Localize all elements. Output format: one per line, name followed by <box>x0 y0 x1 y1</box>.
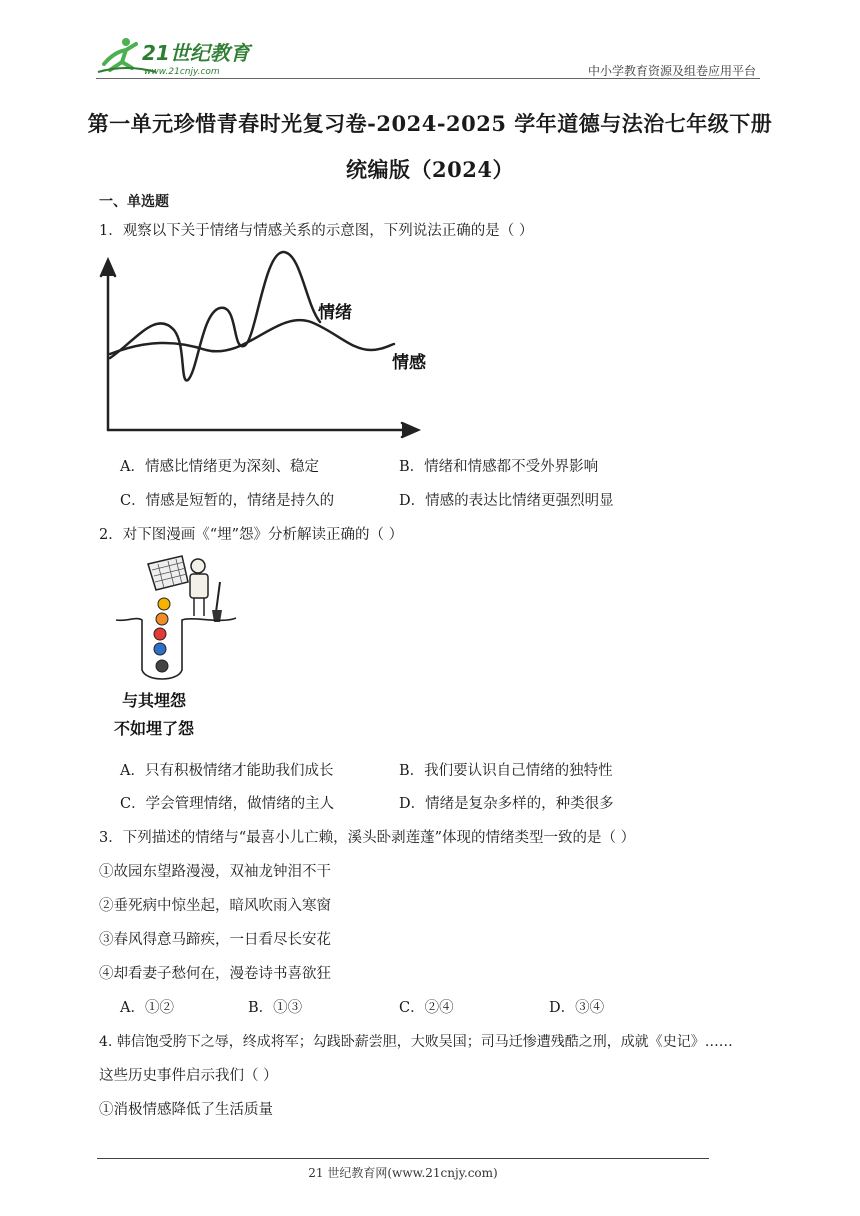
header-divider <box>96 78 760 79</box>
question-1-stem: 1．观察以下关于情绪与情感关系的示意图，下列说法正确的是（ ） <box>99 223 534 239</box>
feeling-label: 情感 <box>392 353 426 373</box>
q3-item-1: ①故园东望路漫漫，双袖龙钟泪不干 <box>99 864 331 880</box>
q2-option-d[interactable]: D．情绪是复杂多样的，种类很多 <box>399 796 614 812</box>
shovel-icon <box>212 582 222 622</box>
q1-option-a[interactable]: A．情感比情绪更为深刻、稳定 <box>120 459 319 475</box>
q3-item-4: ④却看妻子愁何在，漫卷诗书喜欲狂 <box>99 966 331 982</box>
q2-option-a[interactable]: A．只有积极情绪才能助我们成长 <box>120 763 334 779</box>
x-axis-arrow <box>402 423 418 437</box>
question-2-cartoon <box>112 552 252 746</box>
footer-divider <box>97 1158 709 1159</box>
footer-text: 21 世纪教育网(www.21cnjy.com) <box>308 1166 498 1180</box>
question-4-stem-line2: 这些历史事件启示我们（ ） <box>99 1068 278 1084</box>
ball-dark <box>156 660 168 672</box>
emotion-curve <box>110 252 320 380</box>
cartoon-caption-1: 与其埋怨 <box>122 691 187 710</box>
q2-option-c[interactable]: C．学会管理情绪，做情绪的主人 <box>120 796 335 812</box>
y-axis-arrow <box>101 260 115 276</box>
ball-red <box>154 628 166 640</box>
q2-option-b[interactable]: B．我们要认识自己情绪的独特性 <box>399 763 613 779</box>
question-2-stem: 2．对下图漫画《“埋”怨》分析解读正确的（ ） <box>99 527 404 543</box>
question-3-stem: 3．下列描述的情绪与“最喜小儿亡赖，溪头卧剥莲蓬”体现的情绪类型一致的是（ ） <box>99 830 636 846</box>
q3-item-2: ②垂死病中惊坐起，暗风吹雨入寒窗 <box>99 898 331 914</box>
q3-item-3: ③春风得意马蹄疾，一日看尽长安花 <box>99 932 331 948</box>
ball-orange <box>156 613 168 625</box>
page-header <box>96 28 760 80</box>
page-title-line2: 统编版（2024） <box>346 157 514 182</box>
q3-option-b[interactable]: B．①③ <box>248 1000 303 1016</box>
q3-option-d[interactable]: D．③④ <box>549 1000 605 1016</box>
logo <box>96 34 256 78</box>
ball-blue <box>154 643 166 655</box>
ball-yellow <box>158 598 170 610</box>
logo-text: 21世纪教育 <box>142 41 250 65</box>
section-heading: 一、单选题 <box>99 194 169 210</box>
q3-option-c[interactable]: C．②④ <box>399 1000 454 1016</box>
person-icon <box>190 559 208 616</box>
hole <box>116 618 236 679</box>
header-platform-text: 中小学教育资源及组卷应用平台 <box>587 64 756 78</box>
emotion-label: 情绪 <box>318 303 352 323</box>
q1-option-d[interactable]: D．情感的表达比情绪更强烈明显 <box>399 493 614 509</box>
logo-url: www.21cnjy.com <box>144 67 220 77</box>
page-title-line1: 第一单元珍惜青春时光复习卷-2024-2025 学年道德与法治七年级下册 <box>87 111 773 136</box>
question-1-figure <box>96 250 426 440</box>
q4-item-1: ①消极情感降低了生活质量 <box>99 1102 273 1118</box>
cartoon-caption-2: 不如埋了怨 <box>114 719 195 738</box>
q3-option-a[interactable]: A．①② <box>120 1000 174 1016</box>
q1-option-b[interactable]: B．情绪和情感都不受外界影响 <box>399 459 599 475</box>
basket-icon <box>148 556 188 590</box>
question-4-stem-line1: 4. 韩信饱受胯下之辱，终成将军；勾践卧薪尝胆，大败吴国；司马迁惨遭残酷之刑，成就《史记》…… <box>99 1034 733 1050</box>
q1-option-c[interactable]: C．情感是短暂的，情绪是持久的 <box>120 493 335 509</box>
